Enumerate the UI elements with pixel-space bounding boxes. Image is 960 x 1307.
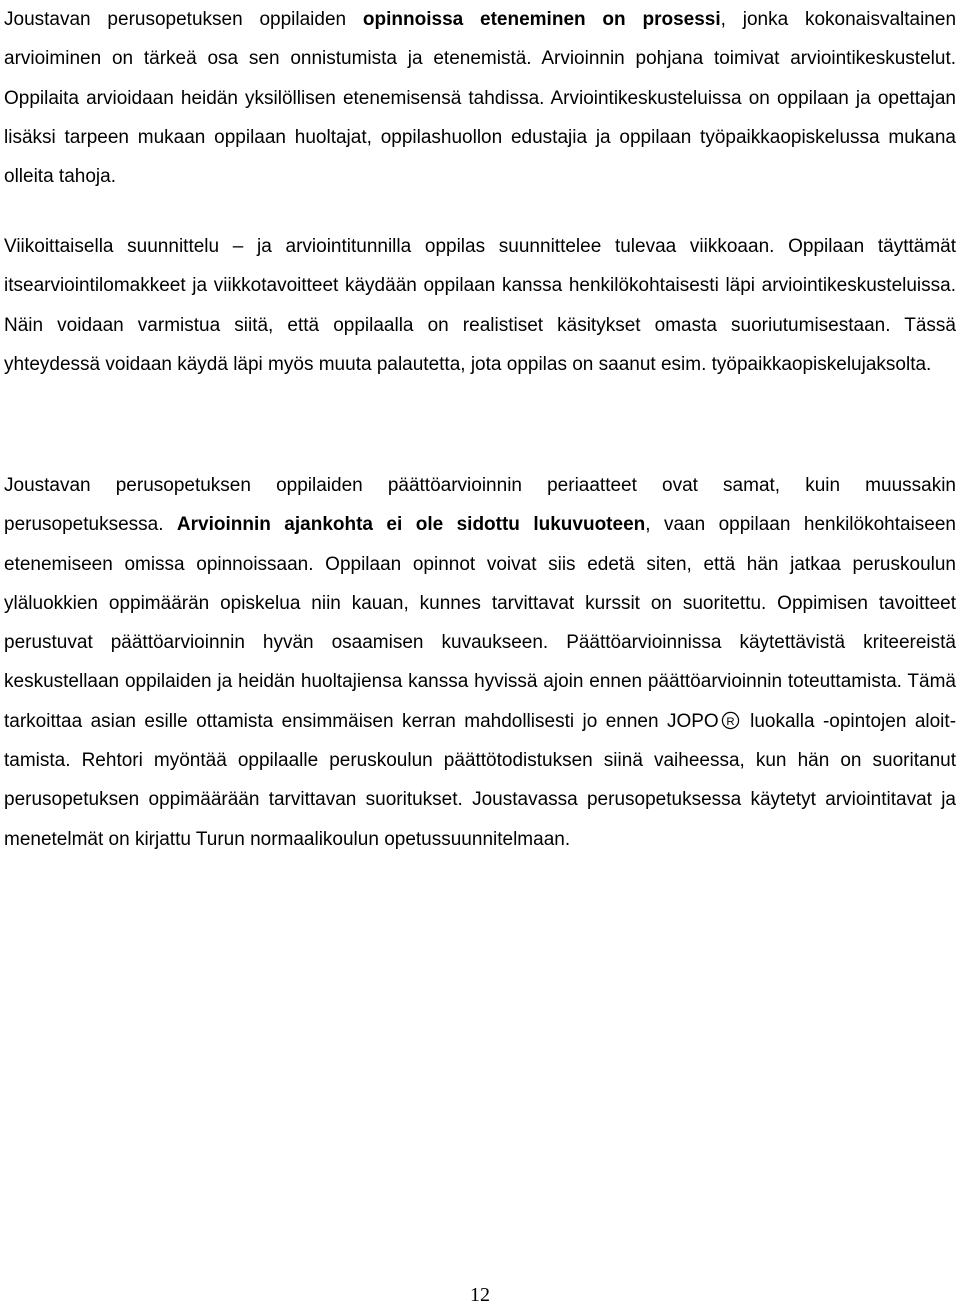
- paragraph-assessment-process: [4, 0, 956, 196]
- paragraph-weekly-planning: [4, 227, 956, 384]
- registered-trademark-icon: [721, 705, 740, 728]
- paragraph-1-intro: Joustavan perusopetuksen oppilaiden: [4, 9, 363, 30]
- paragraph-3-emphasis: Arvioinnin ajankohta ei ole sidottu lukuvuoteen: [176, 514, 646, 536]
- paragraph-3-body-start: , vaan oppilaan henkilökohtaiseen etenemiseen omissa opinnoissaan. Oppilaan opinnot voivat siis edetä siten, että hän jatkaa peruskoulun yläluokkien oppimäärän opiskelua niin kauan, kunnes tarvittavat kurssit on suoritettu. Oppimisen tavoitteet perustuvat päättöarvioinnin hyvän osaamisen kuvaukseen. Päättöarvioinnissa käytettävistä kriteereistä keskustellaan oppilaiden ja heidän huoltajiensa kanssa hyvissä ajoin ennen päättöarvioinnin toteuttamista. Tämä tarkoittaa asian esille ottamista ensimmäisen kerran mahdollisesti jo ennen JOPO: [4, 514, 956, 732]
- paragraph-3-body-end: luokalla -opintojen aloittamista. Rehtori myöntää oppilaalle peruskoulun päättötodistuksen siinä vaiheessa, kun hän on suoritanut perusopetuksen oppimäärään tarvittavan suoritukset. Joustavassa perusopetuksessa käytetyt arviointitavat ja menetelmät on kirjattu Turun normaalikoulun opetussuunnitelmaan.: [4, 710, 957, 850]
- svg-text:R: R: [726, 715, 735, 728]
- paragraph-final-assessment: [4, 466, 956, 859]
- paragraph-1-emphasis: opinnoissa eteneminen on prosessi: [362, 9, 721, 30]
- page-number: 12: [470, 1284, 490, 1306]
- paragraph-2-body: Viikoittaisella suunnittelu – ja arviointitunnilla oppilas suunnittelee tulevaa viikkoaan. Oppilaan täyttämät itsearviointilomakkeet ja viikkotavoitteet käydään oppilaan kanssa henkilökohtaisesti läpi arviointikeskusteluissa. Näin voidaan varmistua siitä, että oppilaalla on realistiset käsitykset omasta suoriutumisestaan. Tässä yhteydessä voidaan käydä läpi myös muuta palautetta, jota oppilas on saanut esim. työpaikkaopiskelujaksolta.: [4, 236, 956, 375]
- paragraph-1-body: , jonka kokonaisvaltainen arvioiminen on tärkeä osa sen onnistumista ja etenemistä. Arvioinnin pohjana toimivat arviointikeskustelut. Oppilaita arvioidaan heidän yksilöllisen etenemisensä tahdissa. Arviointikeskusteluissa on oppilaan ja opettajan lisäksi tarpeen mukaan oppilaan huoltajat, oppilashuollon edustajia ja oppilaan työpaikkaopiskelussa mukana olleita tahoja.: [4, 9, 957, 188]
- paragraph-3-intro: Joustavan perusopetuksen oppilaiden päättöarvioinnin periaatteet ovat samat, kuin muussakin perusopetuksessa.: [4, 475, 956, 536]
